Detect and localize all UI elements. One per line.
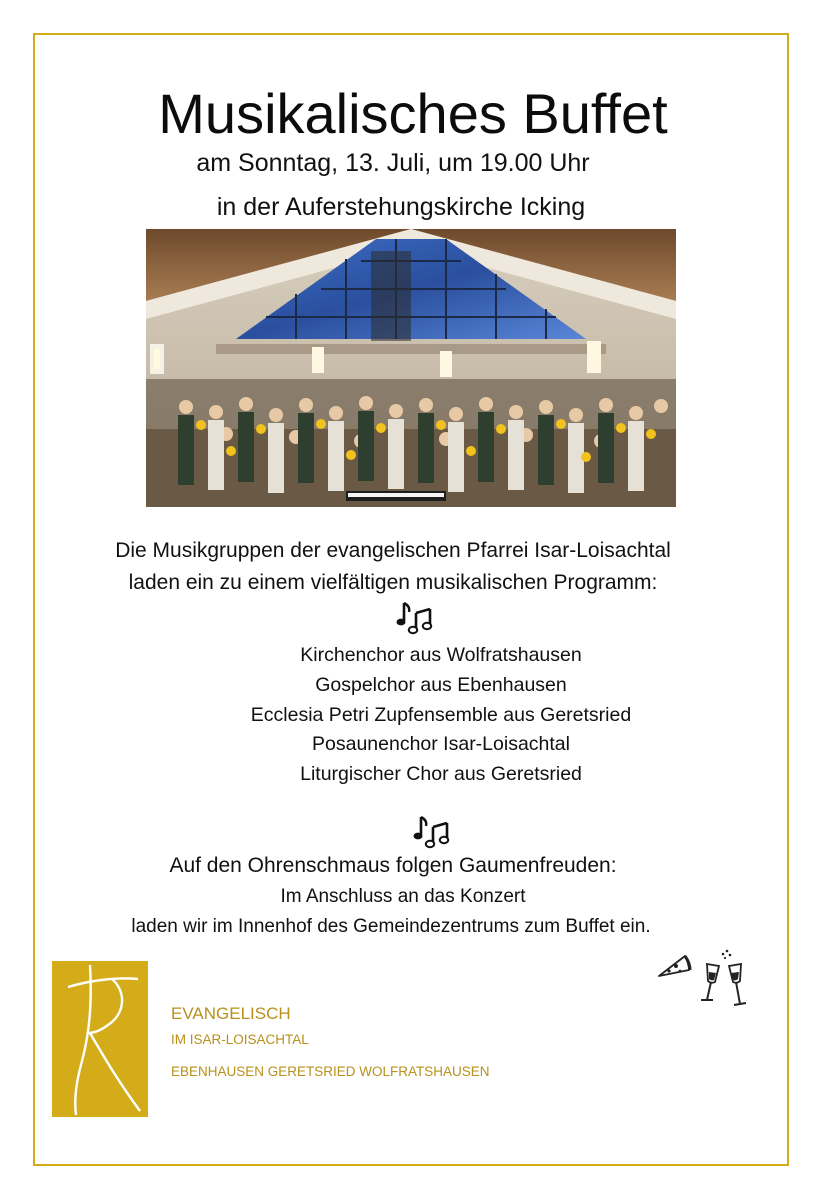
org-places: EBENHAUSEN GERETSRIED WOLFRATSHAUSEN (171, 1064, 490, 1079)
music-notes-icon (413, 811, 453, 851)
church-logo (52, 961, 148, 1117)
list-item: Posaunenchor Isar-Loisachtal (312, 733, 570, 756)
org-region: IM ISAR-LOISACHTAL (171, 1032, 309, 1047)
list-item: Gospelchor aus Ebenhausen (315, 673, 567, 696)
list-item: Liturgischer Chor aus Geretsried (300, 763, 582, 786)
intro-line-1: Die Musikgruppen der evangelischen Pfarrei Isar-Loisachtal (115, 539, 671, 562)
event-date: am Sonntag, 13. Juli, um 19.00 Uhr (196, 149, 590, 177)
org-name: EVANGELISCH (171, 1004, 291, 1023)
choir-photo (146, 229, 676, 507)
buffet-line-2: laden wir im Innenhof des Gemeindezentrums zum Buffet ein. (131, 916, 651, 937)
event-venue: in der Auferstehungskirche Icking (216, 193, 586, 221)
food-drink-icons (655, 948, 755, 1018)
food-heading: Auf den Ohrenschmaus folgen Gaumenfreuden: (169, 854, 617, 877)
champagne-toast-icon (701, 950, 746, 1005)
list-item: Ecclesia Petri Zupfensemble aus Geretsried (250, 703, 632, 726)
music-groups-list (206, 641, 676, 790)
music-notes-icon (396, 597, 436, 637)
pizza-slice-icon (659, 956, 690, 976)
buffet-line-1: Im Anschluss an das Konzert (280, 886, 526, 907)
poster-title: Musikalisches Buffet (158, 82, 668, 145)
list-item: Kirchenchor aus Wolfratshausen (300, 644, 582, 666)
intro-line-2: laden ein zu einem vielfältigen musikalischen Programm: (128, 571, 658, 594)
